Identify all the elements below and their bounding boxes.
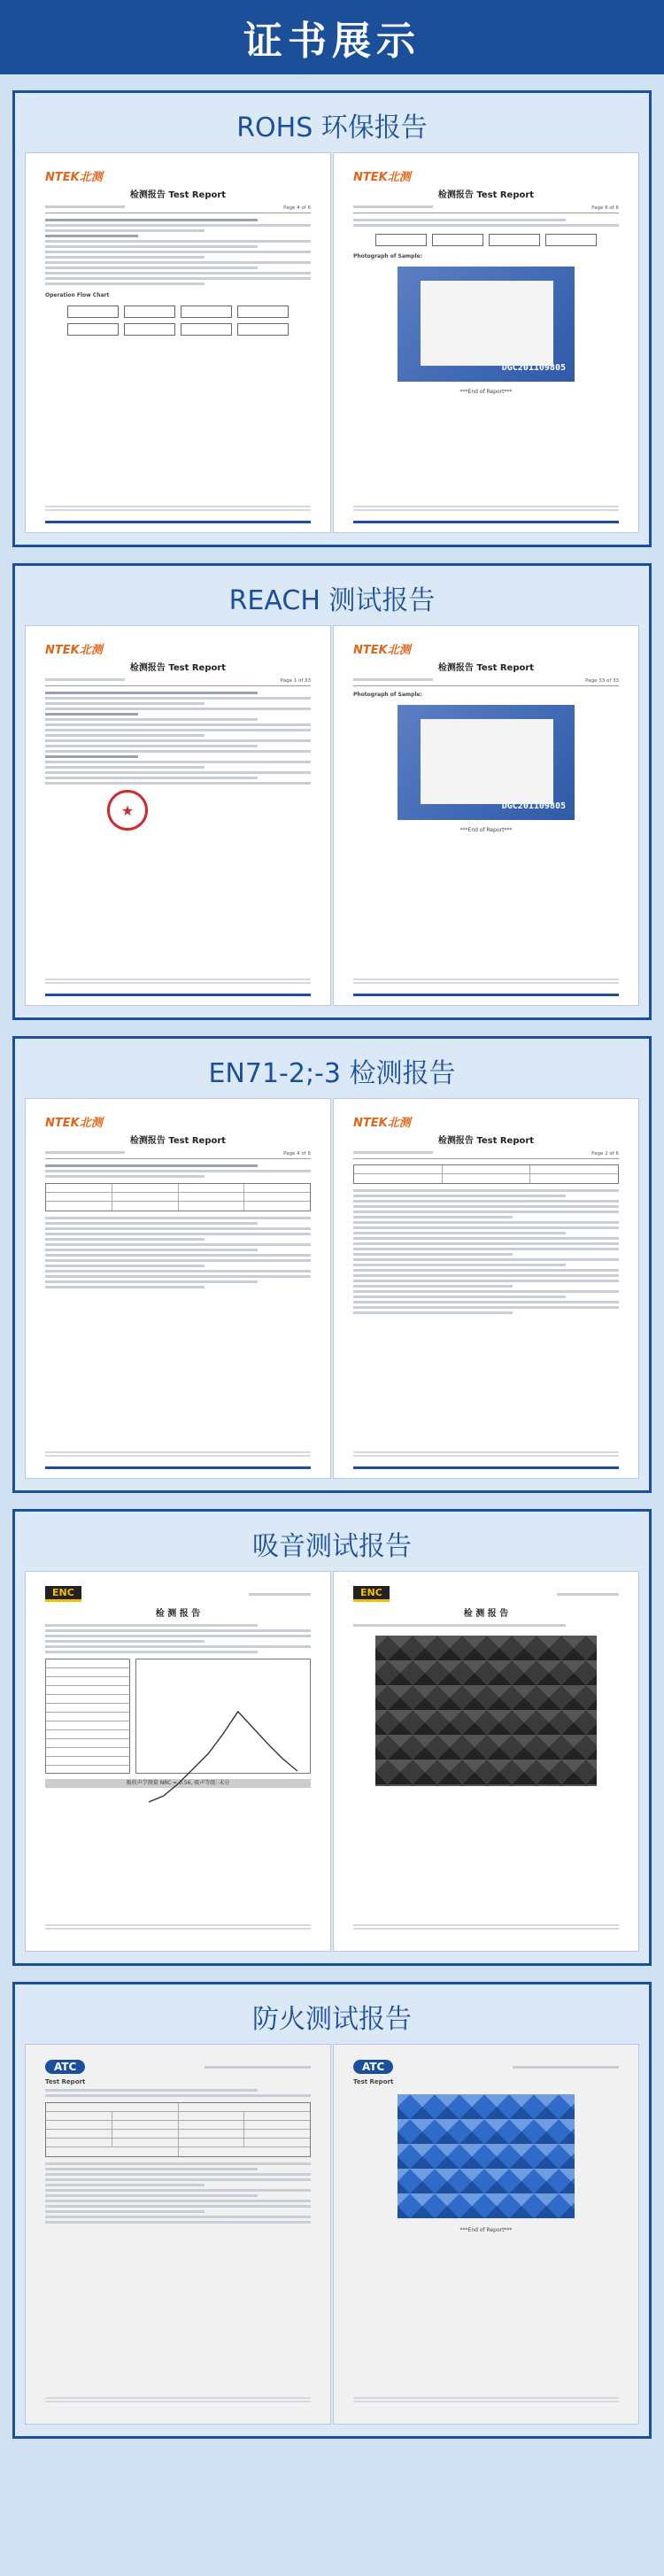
report-page-left[interactable] bbox=[26, 1099, 330, 1478]
section-title: REACH 测试报告 bbox=[228, 585, 436, 616]
section-reach bbox=[12, 563, 652, 1020]
report-page-right[interactable] bbox=[334, 153, 638, 532]
results-table bbox=[45, 1183, 311, 1211]
ntek-logo: NTEK北测 bbox=[45, 1116, 103, 1130]
doc-title: 检 测 报 告 bbox=[463, 1609, 509, 1619]
ntek-logo: NTEK北测 bbox=[353, 643, 411, 657]
section-title: 吸音测试报告 bbox=[252, 1531, 412, 1562]
red-seal-stamp: ★ bbox=[107, 790, 148, 831]
section-acoustic bbox=[12, 1509, 652, 1966]
page-banner bbox=[0, 0, 664, 74]
report-page-right[interactable] bbox=[334, 1572, 638, 1951]
page-number: Page 1 of 33 bbox=[280, 678, 311, 684]
photo-caption: Photograph of Sample: bbox=[353, 253, 423, 259]
section-title: ROHS 环保报告 bbox=[236, 112, 428, 143]
doc-title: 检 测 报 告 bbox=[155, 1609, 201, 1619]
doc-title: 检测报告 Test Report bbox=[129, 663, 227, 673]
section-rohs bbox=[12, 90, 652, 547]
ntek-logo: NTEK北测 bbox=[45, 170, 103, 184]
frequency-table bbox=[45, 1659, 130, 1774]
page-number: Page 4 of 6 bbox=[283, 1151, 311, 1156]
section-fire bbox=[12, 1982, 652, 2439]
doc-title: 检测报告 Test Report bbox=[437, 190, 535, 200]
section-en71 bbox=[12, 1036, 652, 1493]
photo-caption: Photograph of Sample: bbox=[353, 692, 423, 698]
page-number: Page 6 of 6 bbox=[591, 205, 619, 211]
absorption-curve bbox=[136, 1659, 310, 1821]
sample-photo bbox=[398, 705, 575, 820]
page-number: Page 2 of 6 bbox=[591, 1151, 619, 1156]
blue-foam-photo bbox=[398, 2094, 575, 2218]
end-of-report: ***End of Report*** bbox=[459, 389, 513, 395]
page-number: Page 4 of 6 bbox=[283, 205, 311, 211]
results-table bbox=[353, 1164, 619, 1184]
doc-title: 检测报告 Test Report bbox=[437, 663, 535, 673]
flow-chart-label: Operation Flow Chart bbox=[45, 292, 110, 298]
end-of-report: ***End of Report*** bbox=[459, 2227, 513, 2233]
atc-logo: ATC bbox=[45, 2060, 85, 2074]
report-page-right[interactable] bbox=[334, 1099, 638, 1478]
flow-chart bbox=[353, 234, 619, 246]
section-title: EN71-2;-3 检测报告 bbox=[208, 1058, 456, 1089]
banner-title: 证书展示 bbox=[243, 19, 421, 64]
results-table bbox=[45, 2102, 311, 2157]
flow-chart bbox=[45, 306, 311, 336]
enc-logo: ENC bbox=[353, 1586, 390, 1602]
sample-label: DGC201109805 bbox=[501, 363, 566, 373]
ntek-logo: NTEK北测 bbox=[45, 643, 103, 657]
enc-logo: ENC bbox=[45, 1586, 81, 1602]
section-title: 防火测试报告 bbox=[252, 2004, 412, 2035]
report-page-right[interactable] bbox=[334, 626, 638, 1005]
doc-title: 检测报告 Test Report bbox=[129, 1136, 227, 1146]
report-page-left[interactable] bbox=[26, 2045, 330, 2424]
doc-title: Test Report bbox=[353, 2078, 394, 2085]
end-of-report: ***End of Report*** bbox=[459, 827, 513, 833]
doc-title: Test Report bbox=[45, 2078, 86, 2085]
ntek-logo: NTEK北测 bbox=[353, 170, 411, 184]
page-number: Page 33 of 33 bbox=[585, 678, 619, 684]
ntek-logo: NTEK北测 bbox=[353, 1116, 411, 1130]
result-bar: 吸收声学测量 NRC = 0.56, 吸声等级: 未分 bbox=[45, 1779, 311, 1788]
report-page-left[interactable] bbox=[26, 153, 330, 532]
report-page-right[interactable] bbox=[334, 2045, 638, 2424]
sample-photo bbox=[398, 267, 575, 382]
doc-title: 检测报告 Test Report bbox=[129, 190, 227, 200]
sample-label: DGC201109805 bbox=[501, 801, 566, 811]
report-page-left[interactable] bbox=[26, 626, 330, 1005]
doc-title: 检测报告 Test Report bbox=[437, 1136, 535, 1146]
pyramid-foam-photo bbox=[375, 1636, 597, 1786]
atc-logo: ATC bbox=[353, 2060, 393, 2074]
absorption-chart bbox=[45, 1659, 311, 1774]
report-page-left[interactable] bbox=[26, 1572, 330, 1951]
